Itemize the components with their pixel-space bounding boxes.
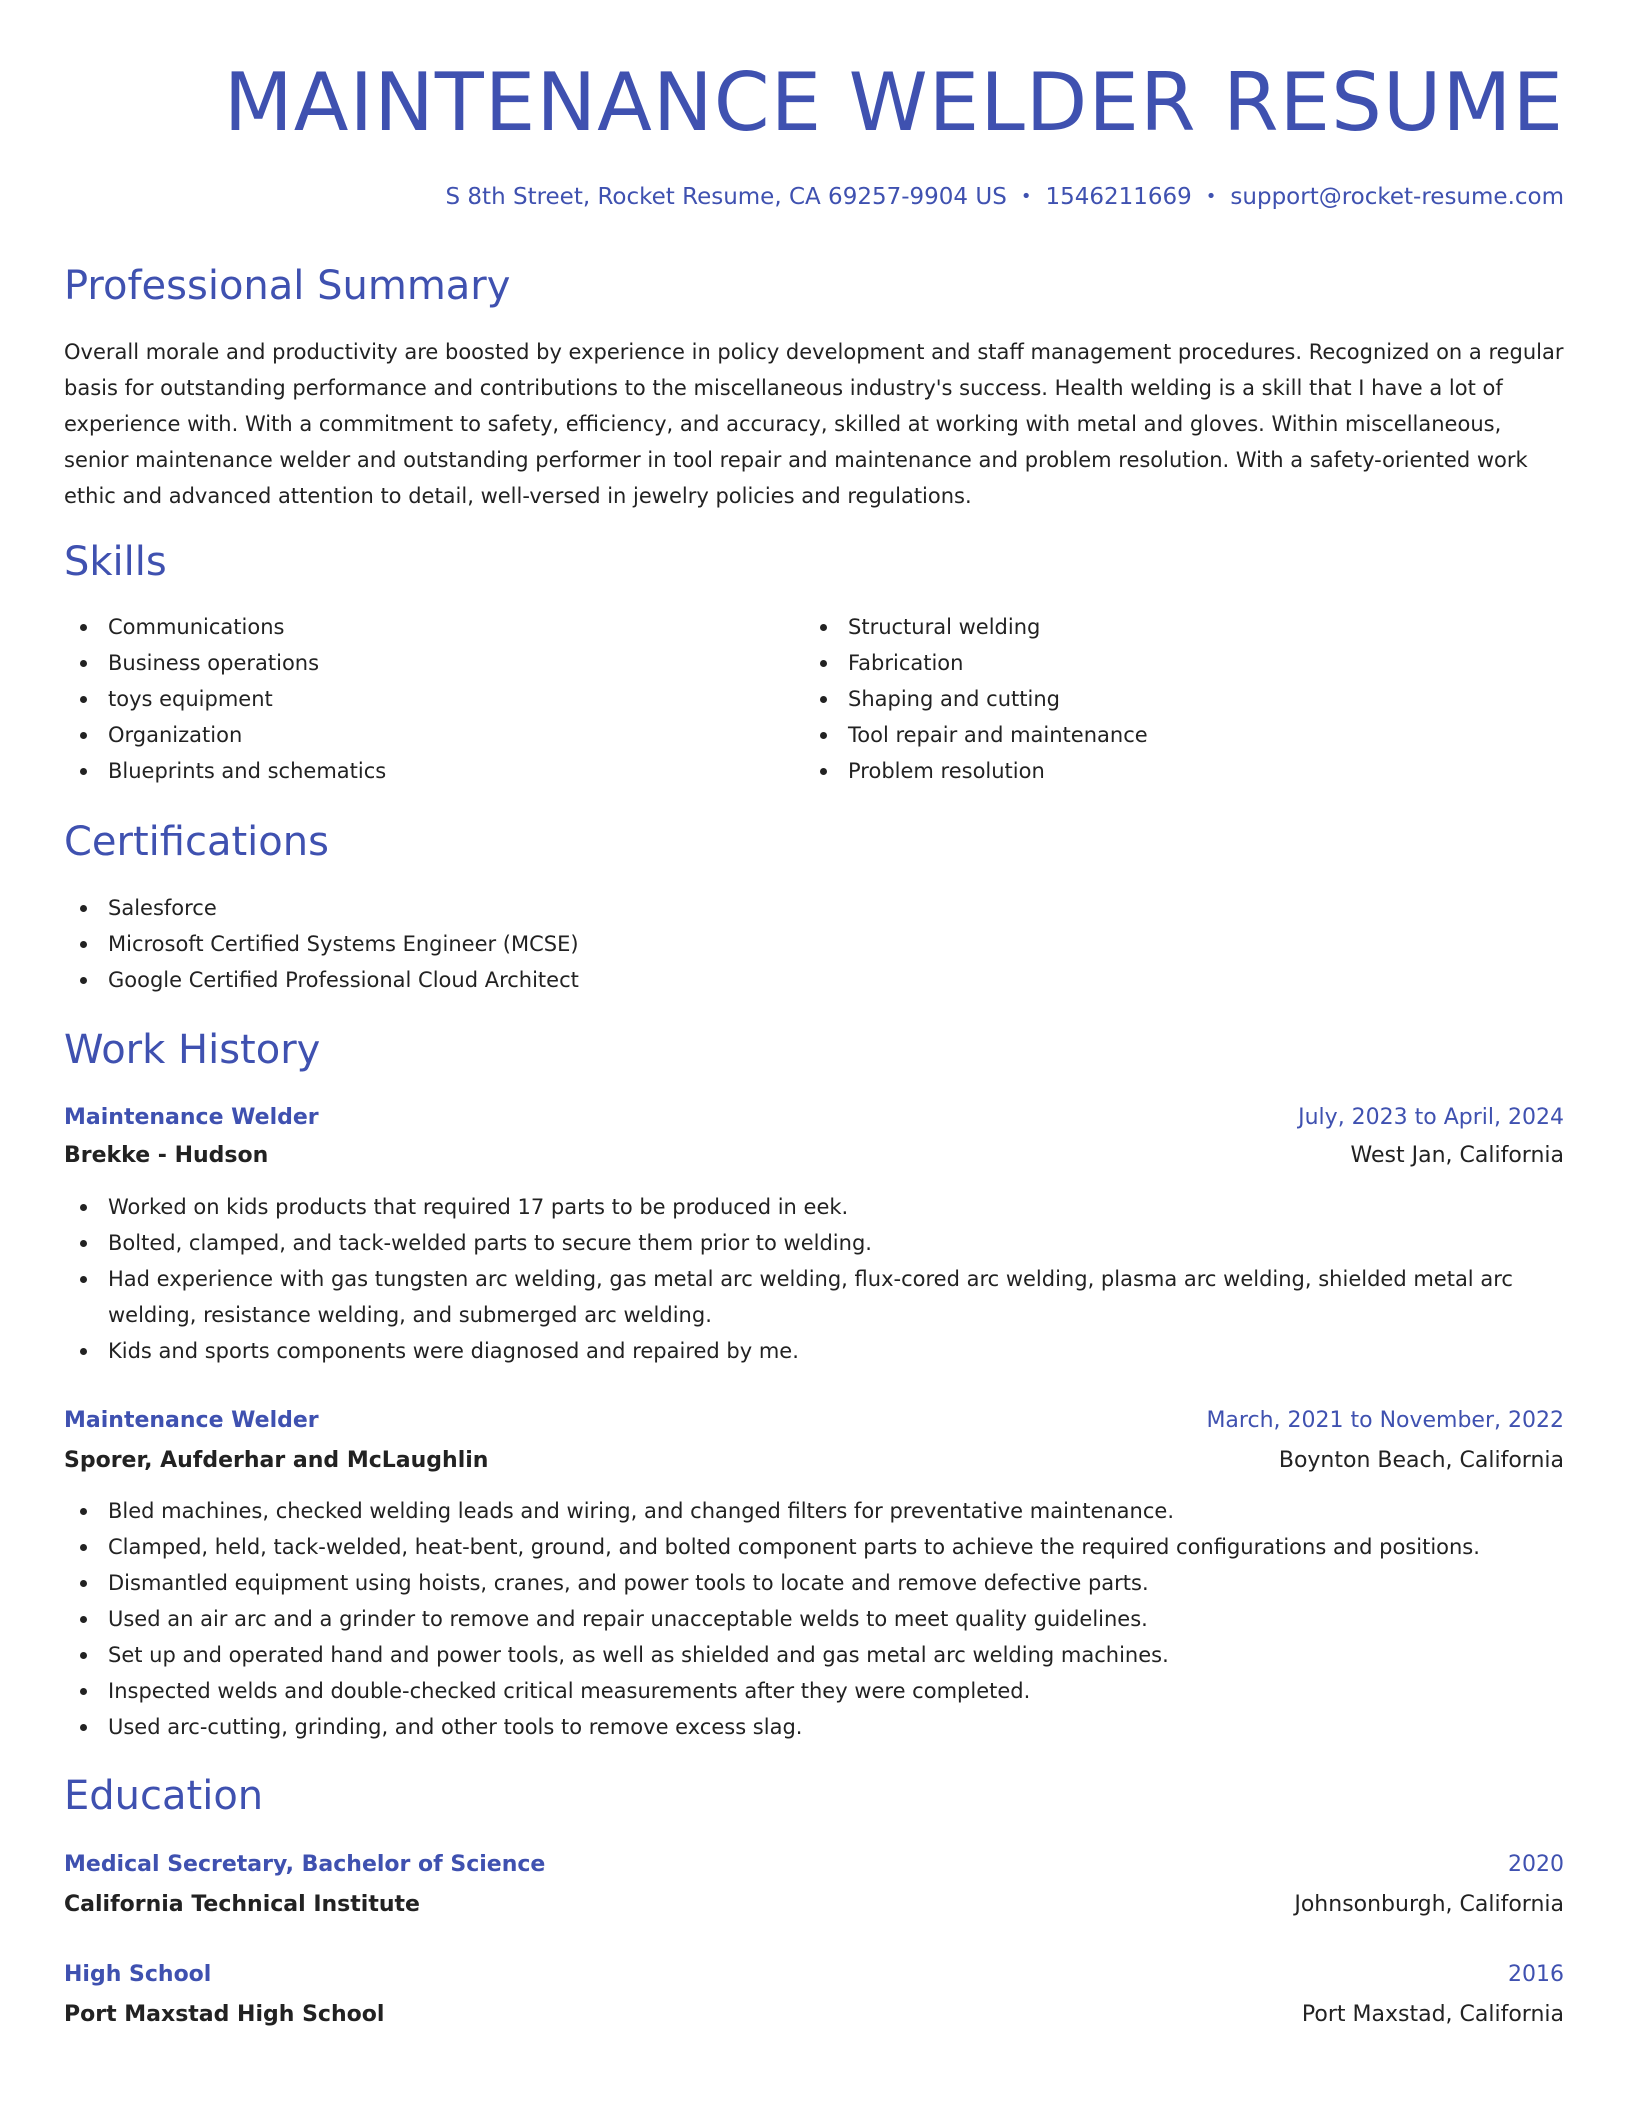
bullet-dot xyxy=(80,696,87,703)
job-bullet xyxy=(64,1673,1564,1709)
bullet-dot xyxy=(80,1276,87,1283)
certifications-heading: Certifications xyxy=(64,819,329,865)
education-location: Port Maxstad, California xyxy=(1301,2002,1564,2027)
skill-label: Communications xyxy=(108,615,285,639)
job-bullet-text: Set up and operated hand and power tools, as well as shielded and gas metal arc welding machines. xyxy=(108,1643,1169,1667)
job-bullet xyxy=(64,1261,1564,1333)
bullet-dot xyxy=(820,768,827,775)
certification-label: Google Certified Professional Cloud Architect xyxy=(108,968,579,992)
job-bullet-text: Inspected welds and double-checked critical measurements after they were completed. xyxy=(108,1679,1031,1703)
job-bullet-text: Dismantled equipment using hoists, cranes, and power tools to locate and remove defective parts. xyxy=(108,1571,1149,1595)
skill-item xyxy=(804,681,1504,717)
bullet-dot xyxy=(80,941,87,948)
summary-heading: Professional Summary xyxy=(64,263,511,309)
skill-item xyxy=(64,681,764,717)
resume-title: MAINTENANCE WELDER RESUME xyxy=(223,56,1564,149)
job-dates: March, 2021 to November, 2022 xyxy=(1206,1408,1564,1433)
skill-label: Organization xyxy=(108,723,243,747)
job-bullet xyxy=(64,1529,1564,1565)
job-header-row xyxy=(64,1403,1564,1439)
summary-text: Overall morale and productivity are boosted by experience in policy development and staff management procedures. Recognized on a regular basis for outstanding performance and contributions to the miscellaneous industry's success. Health welding is a skill that I have a lot of experience with. With a commitment to safety, efficiency, and accuracy, skilled at working with metal and gloves. Within miscellaneous, senior maintenance welder and outstanding performer in tool repair and maintenance and problem resolution. With a safety-oriented work ethic and advanced attention to detail, well-versed in jewelry policies and regulations. xyxy=(64,340,1564,508)
job-location: Boynton Beach, California xyxy=(1278,1448,1564,1473)
skill-label: Blueprints and schematics xyxy=(108,759,387,783)
skill-item xyxy=(804,717,1504,753)
job-bullets xyxy=(64,1189,1564,1369)
bullet-dot xyxy=(820,624,827,631)
job-bullet xyxy=(64,1601,1564,1637)
job-location: West Jan, California xyxy=(1350,1143,1564,1168)
bullet-dot xyxy=(80,977,87,984)
job-bullet-text: Used an air arc and a grinder to remove and repair unacceptable welds to meet quality guidelines. xyxy=(108,1607,1148,1631)
certifications-list xyxy=(64,890,1564,998)
job-bullet-text: Clamped, held, tack-welded, heat-bent, ground, and bolted component parts to achieve the required configurations and positions. xyxy=(108,1535,1480,1559)
education-year: 2020 xyxy=(1508,1852,1564,1877)
contact-line xyxy=(446,180,1564,214)
education-heading: Education xyxy=(64,1773,264,1819)
bullet-dot xyxy=(820,696,827,703)
skill-item xyxy=(64,717,764,753)
education-degree: Medical Secretary, Bachelor of Science xyxy=(64,1852,546,1877)
job-bullet xyxy=(64,1637,1564,1673)
bullet-dot xyxy=(80,660,87,667)
job-company-row xyxy=(64,1443,1564,1479)
education-year: 2016 xyxy=(1508,1962,1564,1987)
certification-item xyxy=(64,962,1564,998)
bullet-dot xyxy=(80,1652,87,1659)
job-bullet-text: Worked on kids products that required 17 parts to be produced in eek. xyxy=(108,1195,849,1219)
bullet-dot xyxy=(80,1508,87,1515)
job-title: Maintenance Welder xyxy=(64,1105,319,1130)
bullet-dot xyxy=(80,1724,87,1731)
skill-item xyxy=(64,609,764,645)
contact-separator: • xyxy=(1020,186,1032,207)
education-school-row xyxy=(64,1997,1564,2033)
certification-item xyxy=(64,926,1564,962)
skill-label: Structural welding xyxy=(848,615,1041,639)
skill-label: toys equipment xyxy=(108,687,273,711)
job-bullet-text: Bolted, clamped, and tack-welded parts to secure them prior to welding. xyxy=(108,1231,872,1255)
job-company: Sporer, Aufderhar and McLaughlin xyxy=(64,1448,489,1473)
bullet-dot xyxy=(80,624,87,631)
skill-item xyxy=(804,753,1504,789)
skill-item xyxy=(804,645,1504,681)
job-header-row xyxy=(64,1100,1564,1136)
skill-label: Shaping and cutting xyxy=(848,687,1060,711)
job-bullet xyxy=(64,1709,1564,1745)
skill-item xyxy=(64,645,764,681)
bullet-dot xyxy=(80,1616,87,1623)
job-title: Maintenance Welder xyxy=(64,1408,319,1433)
education-header-row xyxy=(64,1957,1564,1993)
education-school: California Technical Institute xyxy=(64,1892,420,1917)
contact-separator: • xyxy=(1205,186,1217,207)
skill-item xyxy=(64,753,764,789)
job-bullet-text: Kids and sports components were diagnosed and repaired by me. xyxy=(108,1339,799,1363)
bullet-dot xyxy=(80,1544,87,1551)
job-bullet xyxy=(64,1333,1564,1369)
bullet-dot xyxy=(80,1580,87,1587)
certification-label: Salesforce xyxy=(108,896,217,920)
education-location: Johnsonburgh, California xyxy=(1294,1892,1564,1917)
job-dates: July, 2023 to April, 2024 xyxy=(1298,1105,1564,1130)
job-bullet xyxy=(64,1225,1564,1261)
skill-label: Business operations xyxy=(108,651,320,675)
bullet-dot xyxy=(80,768,87,775)
bullet-dot xyxy=(80,732,87,739)
job-company-row xyxy=(64,1138,1564,1174)
job-bullet-text: Had experience with gas tungsten arc welding, gas metal arc welding, flux-cored arc welding, plasma arc welding, shielded metal arc welding, resistance welding, and submerged arc welding. xyxy=(108,1267,1513,1327)
contact-address: S 8th Street, Rocket Resume, CA 69257-9904 US xyxy=(445,184,1007,210)
skills-heading: Skills xyxy=(64,539,167,585)
education-school: Port Maxstad High School xyxy=(64,2002,385,2027)
bullet-dot xyxy=(80,1348,87,1355)
work-history-heading: Work History xyxy=(64,1027,321,1073)
skill-label: Tool repair and maintenance xyxy=(848,723,1148,747)
job-bullet xyxy=(64,1565,1564,1601)
skill-item xyxy=(804,609,1504,645)
job-bullet-text: Bled machines, checked welding leads and wiring, and changed filters for preventative maintenance. xyxy=(108,1499,1175,1523)
job-bullet-text: Used arc-cutting, grinding, and other tools to remove excess slag. xyxy=(108,1715,803,1739)
skills-list-right xyxy=(804,609,1504,789)
job-bullet xyxy=(64,1493,1564,1529)
skill-label: Fabrication xyxy=(848,651,964,675)
job-bullet xyxy=(64,1189,1564,1225)
bullet-dot xyxy=(80,1204,87,1211)
job-bullets xyxy=(64,1493,1564,1745)
bullet-dot xyxy=(820,660,827,667)
contact-email[interactable]: support@rocket-resume.com xyxy=(1230,184,1564,210)
contact-phone: 1546211669 xyxy=(1045,184,1192,210)
job-company: Brekke - Hudson xyxy=(64,1143,269,1168)
education-school-row xyxy=(64,1887,1564,1923)
bullet-dot xyxy=(80,905,87,912)
bullet-dot xyxy=(820,732,827,739)
education-header-row xyxy=(64,1847,1564,1883)
bullet-dot xyxy=(80,1688,87,1695)
certification-label: Microsoft Certified Systems Engineer (MCSE) xyxy=(108,932,579,956)
skill-label: Problem resolution xyxy=(848,759,1045,783)
bullet-dot xyxy=(80,1240,87,1247)
skills-list-left xyxy=(64,609,764,789)
certification-item xyxy=(64,890,1564,926)
education-degree: High School xyxy=(64,1962,212,1987)
